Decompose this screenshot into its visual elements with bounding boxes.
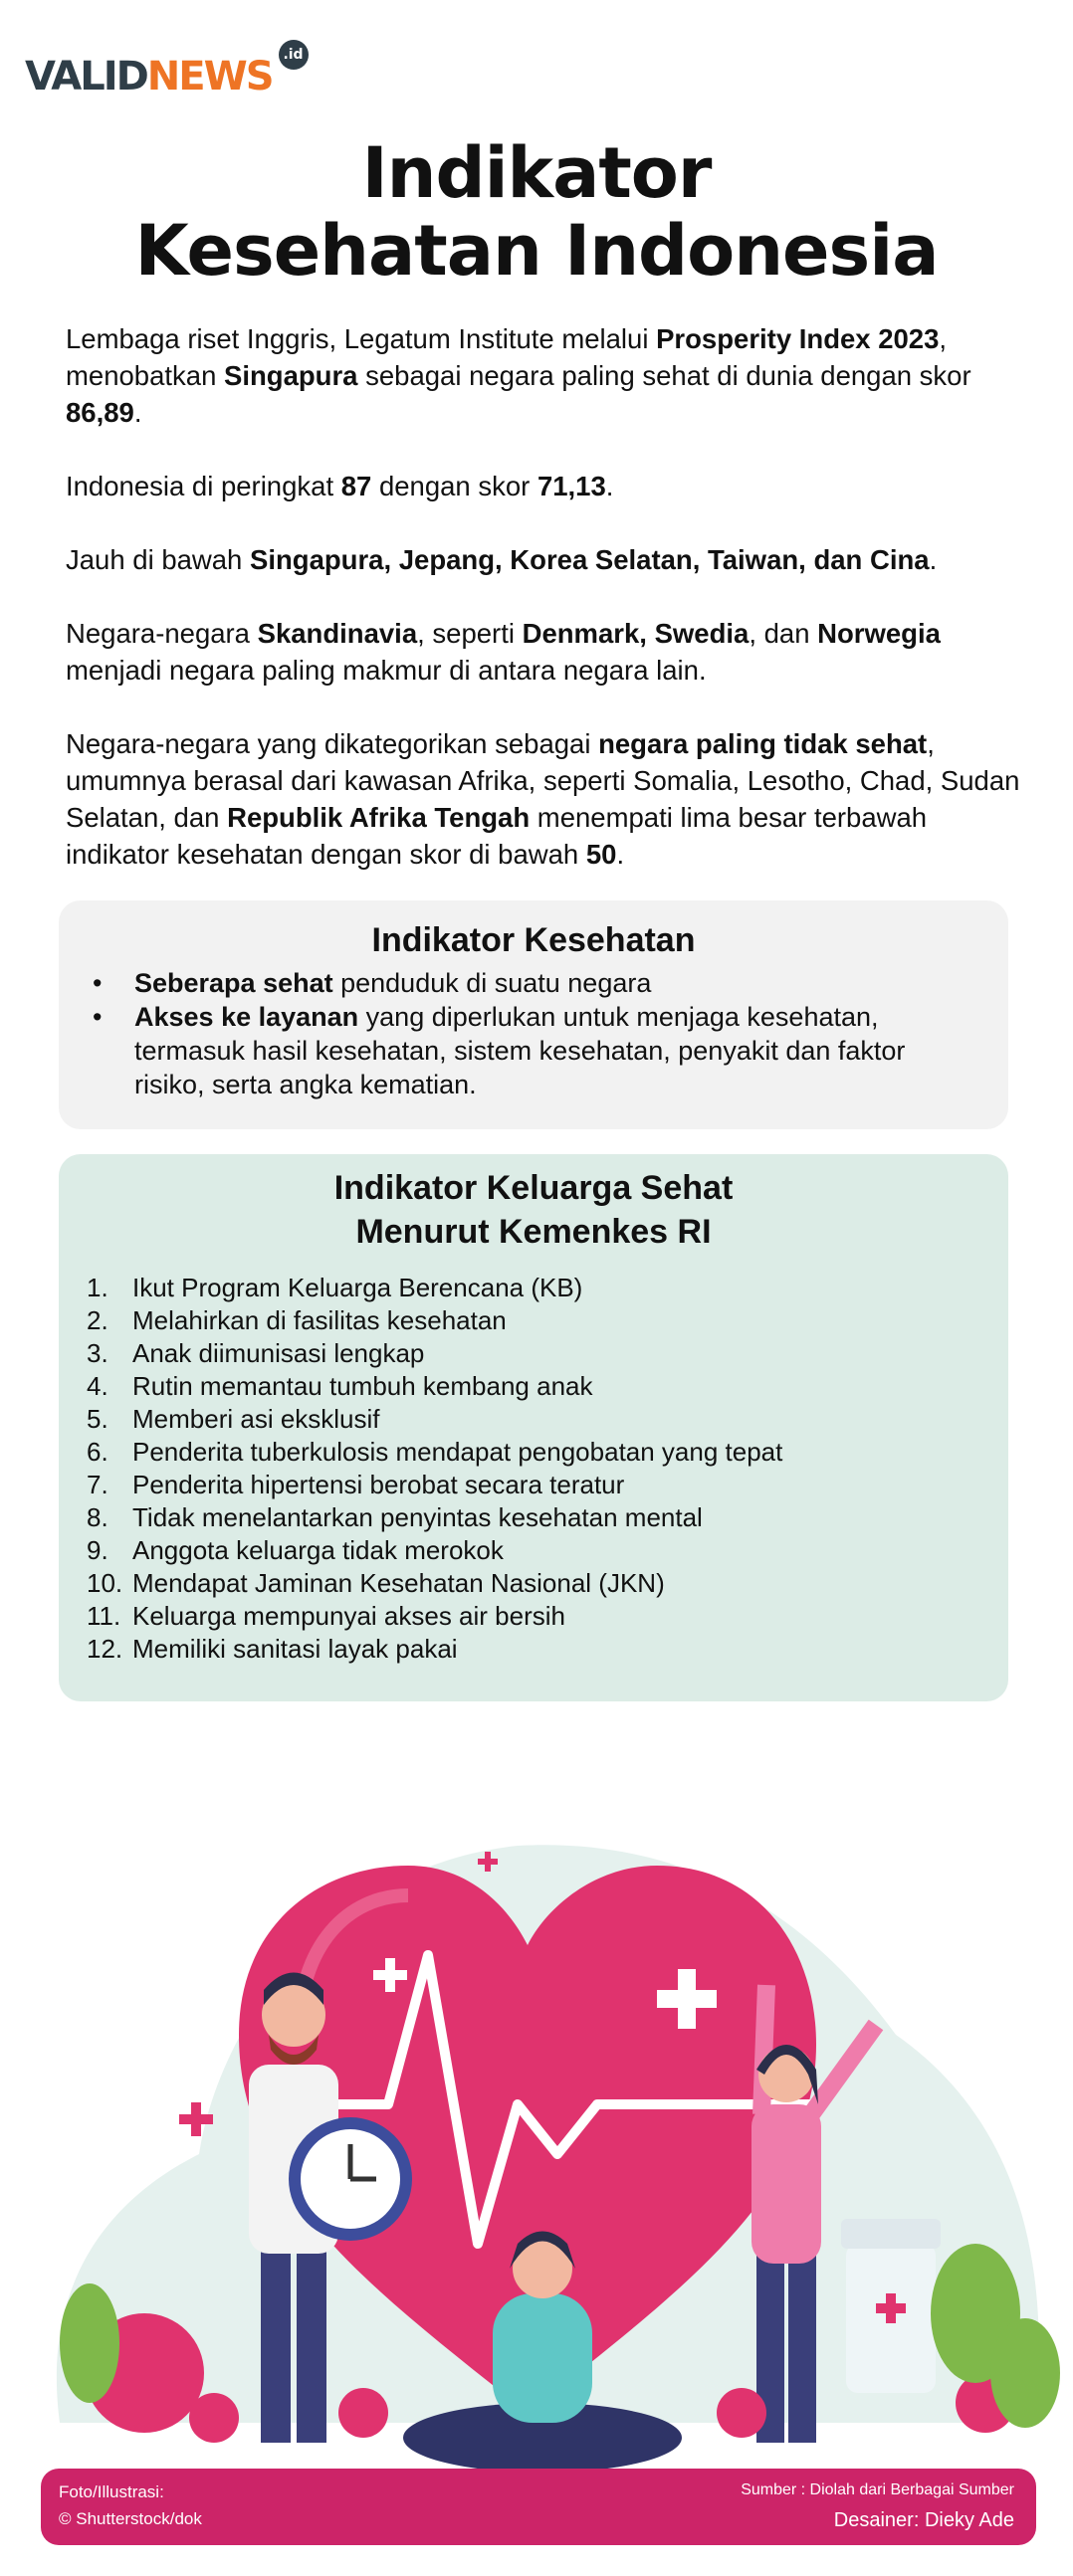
bold-text: Republik Afrika Tengah (227, 802, 531, 833)
text: Jauh di bawah (66, 544, 250, 575)
item-number: 1. (87, 1273, 108, 1302)
text: sebagai negara paling sehat di dunia dengan skor (357, 360, 971, 391)
item-text: yang diperlukan untuk menjaga kesehatan, termasuk hasil kesehatan, sistem kesehatan, penyakit dan faktor risiko, serta angka kematian. (134, 1002, 906, 1099)
text: , menobatkan (66, 323, 948, 391)
item-number: 10. (87, 1568, 123, 1598)
text: Indonesia di peringkat (66, 471, 341, 501)
family-title-line-1: Indikator Keluarga Sehat (333, 1169, 734, 1207)
family-indicator-item (87, 1370, 1008, 1403)
health-indicators-title: Indikator Kesehatan (371, 921, 696, 959)
family-indicator-item (87, 1436, 1008, 1469)
photo-credit: © Shutterstock/dok (59, 2509, 202, 2528)
intro-paragraph (66, 615, 1021, 689)
family-indicator-item (87, 1567, 1008, 1600)
title-line-2: Kesehatan Indonesia (134, 210, 939, 292)
family-indicator-item (87, 1534, 1008, 1567)
item-number: 7. (87, 1470, 108, 1499)
item-number: 6. (87, 1437, 108, 1467)
content-column (0, 320, 1073, 1701)
text: . (616, 839, 625, 870)
health-indicator-item (93, 966, 1008, 1000)
item-text: Ikut Program Keluarga Berencana (KB) (132, 1273, 583, 1302)
bold-text: Denmark, Swedia (522, 618, 750, 649)
text: menjadi negara paling makmur di antara negara lain. (66, 655, 707, 686)
bold-text: Prosperity Index 2023 (656, 323, 940, 354)
bold-text: 86,89 (66, 397, 134, 428)
text: . (605, 471, 614, 501)
photo-label: Foto/Illustrasi: (59, 2482, 164, 2501)
item-text: Anak diimunisasi lengkap (132, 1338, 425, 1368)
bold-text: negara paling tidak sehat (598, 728, 928, 759)
item-number: 8. (87, 1502, 108, 1532)
bold-text: Skandinavia (257, 618, 418, 649)
item-number: 5. (87, 1404, 108, 1434)
bold-text: 50 (585, 839, 617, 870)
item-text: Rutin memantau tumbuh kembang anak (132, 1371, 593, 1401)
text: Lembaga riset Inggris, Legatum Institute melalui (66, 323, 657, 354)
bold-text: 71,13 (536, 471, 606, 501)
item-number: 12. (87, 1634, 123, 1664)
health-illustration (0, 1776, 1073, 2473)
item-text: Melahirkan di fasilitas kesehatan (132, 1305, 507, 1335)
medicine-bottle-icon (841, 2219, 941, 2393)
footer-credits (41, 2469, 1036, 2545)
clock-icon (289, 2117, 412, 2241)
family-indicator-item (87, 1469, 1008, 1501)
health-indicators-box (59, 900, 1008, 1129)
item-number: 3. (87, 1338, 108, 1368)
text: , seperti (417, 618, 523, 649)
item-text: Anggota keluarga tidak merokok (132, 1535, 504, 1565)
item-text: Penderita tuberkulosis mendapat pengobatan yang tepat (132, 1437, 783, 1467)
item-bold: Akses ke layanan (134, 1002, 359, 1032)
text: dengan skor (371, 471, 537, 501)
bold-text: Norwegia (817, 618, 941, 649)
item-number: 9. (87, 1535, 108, 1565)
intro-paragraph (66, 320, 1021, 431)
family-indicator-item (87, 1337, 1008, 1370)
family-indicators-title (59, 1154, 1008, 1254)
logo-badge: .id (279, 40, 309, 70)
bullet-icon: • (93, 968, 103, 998)
health-indicators-list (93, 966, 1008, 1101)
item-bold: Seberapa sehat (134, 968, 333, 998)
bullet-icon: • (93, 1002, 103, 1032)
text: , umumnya berasal dari kawasan Afrika, seperti Somalia, Lesotho, Chad, Sudan Selatan, dan (66, 728, 1020, 833)
text: Negara-negara (66, 618, 258, 649)
source-text: Sumber : Diolah dari Berbagai Sumber (741, 2481, 1014, 2498)
family-indicator-item (87, 1403, 1008, 1436)
family-indicator-item (87, 1501, 1008, 1534)
family-indicator-item (87, 1600, 1008, 1633)
family-indicator-item (87, 1304, 1008, 1337)
designer-text: Desainer: Dieky Ade (833, 2509, 1014, 2531)
family-indicator-item (87, 1272, 1008, 1304)
bold-text: Singapura, Jepang, Korea Selatan, Taiwan, dan Cina (250, 544, 930, 575)
item-number: 4. (87, 1371, 108, 1401)
item-text: penduduk di suatu negara (332, 968, 652, 998)
family-title-line-2: Menurut Kemenkes RI (355, 1213, 712, 1251)
item-number: 2. (87, 1305, 108, 1335)
item-text: Memiliki sanitasi layak pakai (132, 1634, 458, 1664)
title-line-1: Indikator (361, 132, 712, 214)
intro-paragraph (66, 725, 1021, 873)
text: . (133, 397, 142, 428)
health-indicator-item (93, 1000, 1008, 1101)
item-text: Penderita hipertensi berobat secara teratur (132, 1470, 625, 1499)
text: , dan (749, 618, 818, 649)
intro-paragraph (66, 541, 1021, 578)
item-text: Mendapat Jaminan Kesehatan Nasional (JKN) (132, 1568, 665, 1598)
logo-text-news: NEWS (146, 54, 273, 99)
family-indicators-list (87, 1272, 1008, 1666)
item-text: Tidak menelantarkan penyintas kesehatan mental (132, 1502, 703, 1532)
bold-text: 87 (340, 471, 372, 501)
bold-text: Singapura (224, 360, 358, 391)
item-text: Memberi asi eksklusif (132, 1404, 380, 1434)
intro-paragraph (66, 468, 1021, 504)
item-text: Keluarga mempunyai akses air bersih (132, 1601, 565, 1631)
family-indicator-item (87, 1633, 1008, 1666)
text: . (929, 544, 938, 575)
text: menempati lima besar terbawah indikator kesehatan dengan skor di bawah (66, 802, 928, 870)
intro-text (66, 320, 1021, 873)
text: Negara-negara yang dikategorikan sebagai (66, 728, 599, 759)
logo-text-valid: VALID (25, 54, 147, 99)
validnews-logo (25, 40, 309, 99)
family-indicators-box (59, 1154, 1008, 1701)
page-title (0, 134, 1073, 290)
item-number: 11. (87, 1601, 121, 1631)
